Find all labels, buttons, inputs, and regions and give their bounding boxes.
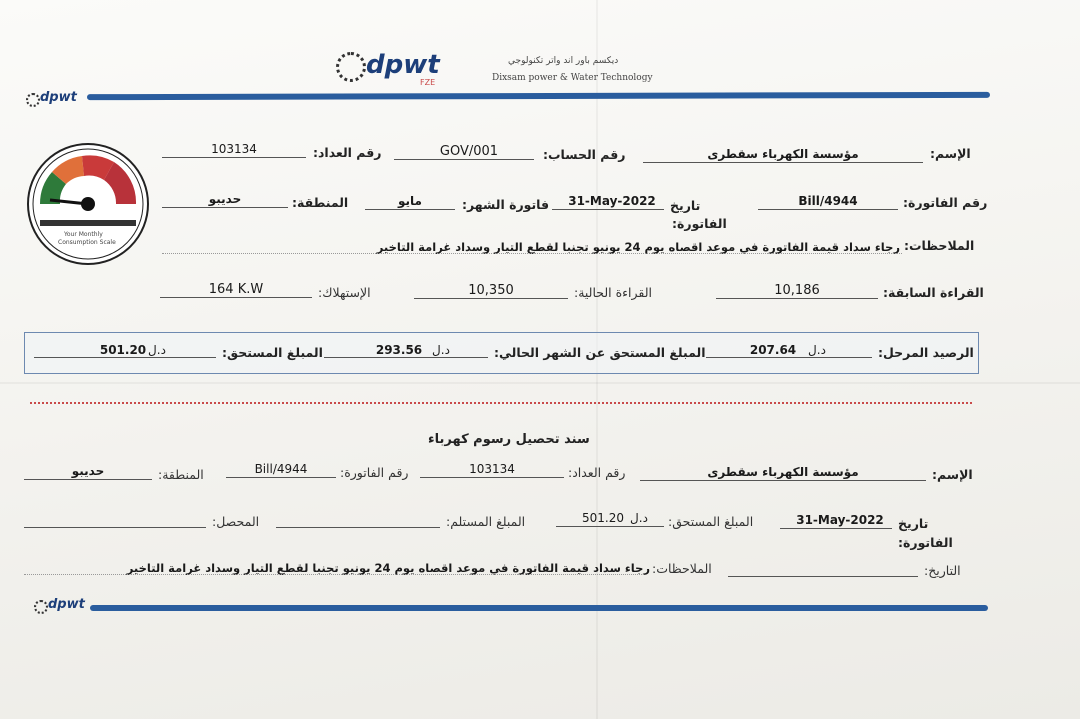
receipt-amount-due-currency: د.ل bbox=[630, 511, 648, 525]
company-name-arabic: ديكسم باور اند واتر تكنولوجي bbox=[508, 56, 619, 66]
receipt-bill-date-label: الفاتورة: bbox=[898, 535, 953, 550]
bill-date-label: تاريخ bbox=[670, 198, 701, 213]
receipt-meter-line bbox=[420, 477, 564, 478]
carried-balance-value: 207.64 bbox=[749, 343, 797, 357]
gear-icon bbox=[34, 600, 48, 614]
current-month-due-label: المبلغ المستحق عن الشهر الحالي: bbox=[494, 345, 706, 360]
bill-date-value: 31-May-2022 bbox=[568, 194, 656, 208]
name-line bbox=[643, 162, 923, 163]
notes-value: رجاء سداد قيمة الفاتورة في موعد اقصاه يوم 24 يونيو تجنبا لقطع التيار وسداد غرامة التاخير bbox=[376, 240, 900, 254]
bill-number-line bbox=[758, 209, 898, 210]
previous-reading-label: القراءة السابقة: bbox=[883, 285, 984, 300]
month-value: مايو bbox=[398, 194, 422, 208]
consumption-line bbox=[160, 297, 312, 298]
receipt-name-value: مؤسسة الكهرباء سقطرى bbox=[707, 465, 859, 479]
amount-due-line bbox=[34, 357, 216, 358]
notes-label: الملاحظات: bbox=[904, 238, 975, 253]
bill-date-label: الفاتورة: bbox=[672, 216, 727, 231]
previous-reading-value: 10,186 bbox=[774, 283, 820, 298]
receipt-bill-number-label: رقم الفاتورة: bbox=[340, 465, 409, 480]
current-month-due-currency: د.ل bbox=[432, 343, 450, 357]
month-line bbox=[365, 209, 455, 210]
received-amount-label: المبلغ المستلم: bbox=[446, 514, 526, 529]
current-reading-line bbox=[414, 298, 568, 299]
receipt-amount-due-label: المبلغ المستحق: bbox=[668, 514, 754, 529]
carried-balance-currency: د.ل bbox=[808, 343, 826, 357]
month-label: فاتورة الشهر: bbox=[462, 197, 550, 212]
receipt-meter-value: 103134 bbox=[469, 462, 515, 476]
receipt-bill-date-value: 31-May-2022 bbox=[796, 513, 884, 527]
receipt-notes-value: رجاء سداد قيمة الفاتورة في موعد اقصاه يوم 24 يونيو تجنبا لقطع التيار وسداد غرامة التاخير bbox=[126, 561, 650, 575]
bill-number-label: رقم الفاتورة: bbox=[903, 195, 988, 210]
collector-line bbox=[24, 527, 206, 528]
account-label: رقم الحساب: bbox=[543, 147, 626, 162]
bill-number-value: Bill/4944 bbox=[798, 194, 858, 208]
header-divider bbox=[87, 92, 990, 100]
receipt-meter-label: رقم العداد: bbox=[568, 465, 626, 480]
small-logo: dpwt bbox=[48, 597, 85, 612]
amount-due-value: 501.20 bbox=[99, 343, 147, 357]
receipt-date-label: التاريخ: bbox=[924, 563, 961, 578]
small-logo: dpwt bbox=[40, 90, 77, 105]
amount-due-currency: د.ل bbox=[148, 343, 166, 357]
current-month-due-value: 293.56 bbox=[375, 343, 423, 357]
receipt-region-value: حديبو bbox=[71, 464, 105, 478]
carried-balance-label: الرصيد المرحل: bbox=[878, 345, 974, 360]
meter-value: 103134 bbox=[211, 142, 257, 156]
receipt-notes-label: الملاحظات: bbox=[652, 561, 712, 576]
receipt-name-label: الإسم: bbox=[932, 467, 973, 482]
gear-icon bbox=[336, 52, 366, 82]
receipt-bill-number-value: Bill/4944 bbox=[254, 462, 308, 476]
carried-balance-line bbox=[706, 357, 872, 358]
receipt-amount-due-line bbox=[556, 526, 664, 527]
received-amount-line bbox=[276, 527, 440, 528]
amount-due-label: المبلغ المستحق: bbox=[222, 345, 323, 360]
current-reading-label: القراءة الحالية: bbox=[574, 285, 653, 300]
paper-crease bbox=[0, 382, 1080, 384]
gear-icon bbox=[26, 93, 40, 107]
notes-line bbox=[162, 253, 902, 254]
current-month-due-line bbox=[324, 357, 488, 358]
region-line bbox=[162, 207, 288, 208]
consumption-value: 164 K.W bbox=[208, 282, 264, 297]
meter-label: رقم العداد: bbox=[313, 145, 382, 160]
receipt-region-label: المنطقة: bbox=[158, 467, 204, 482]
collector-label: المحصل: bbox=[212, 514, 260, 529]
receipt-bill-number-line bbox=[226, 477, 336, 478]
receipt-region-line bbox=[24, 479, 152, 480]
name-label: الإسم: bbox=[930, 146, 971, 161]
receipt-name-line bbox=[640, 480, 926, 481]
gauge-caption: Consumption Scale bbox=[58, 239, 116, 246]
gauge-caption: Your Monthly bbox=[64, 231, 103, 238]
receipt-bill-date-line bbox=[780, 528, 892, 529]
receipt-title: سند تحصيل رسوم كهرباء bbox=[428, 432, 590, 447]
previous-reading-line bbox=[716, 298, 878, 299]
region-value: حديبو bbox=[208, 192, 242, 206]
brand-suffix: FZE bbox=[420, 78, 436, 87]
current-reading-value: 10,350 bbox=[468, 283, 514, 298]
footer-divider bbox=[90, 605, 988, 611]
region-label: المنطقة: bbox=[292, 195, 349, 210]
brand-logo: dpwt bbox=[366, 50, 440, 80]
receipt-date-line bbox=[728, 576, 918, 577]
company-name-english: Dixsam power & Water Technology bbox=[492, 73, 653, 83]
account-line bbox=[394, 159, 534, 160]
consumption-gauge bbox=[26, 142, 150, 266]
name-value: مؤسسة الكهرباء سقطرى bbox=[707, 147, 859, 161]
account-value: GOV/001 bbox=[439, 144, 499, 159]
tear-off-separator bbox=[30, 402, 972, 404]
bill-date-line bbox=[552, 209, 664, 210]
receipt-amount-due-value: 501.20 bbox=[582, 511, 624, 525]
receipt-notes-line bbox=[24, 574, 644, 575]
receipt-bill-date-label: تاريخ bbox=[898, 516, 929, 531]
meter-line bbox=[162, 157, 306, 158]
consumption-label: الإستهلاك: bbox=[318, 285, 371, 300]
